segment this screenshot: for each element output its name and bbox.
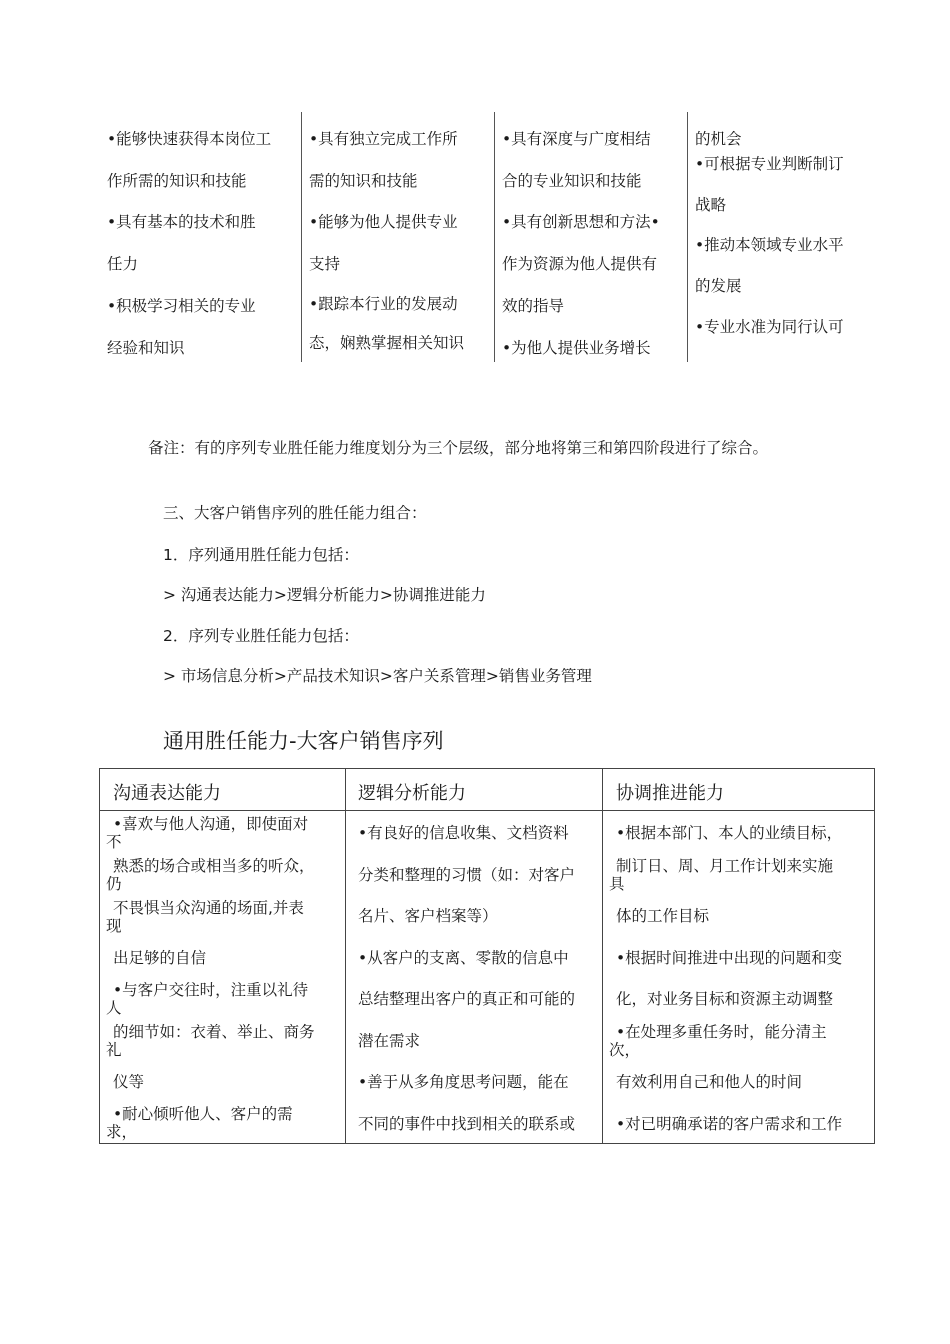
list-item-detail: > 市场信息分析>产品技术知识>客户关系管理>销售业务管理: [163, 667, 592, 685]
column-divider: [602, 769, 603, 1143]
section-heading: 三、大客户销售序列的胜任能力组合：: [163, 504, 427, 522]
cell-line: 体的工作目标: [616, 907, 710, 925]
level-4-line: 战略: [695, 196, 727, 214]
cell-line: 制订日、周、月工作计划来实施: [616, 857, 834, 875]
cell-line: •善于从多角度思考问题，能在: [358, 1073, 569, 1091]
column-divider: [345, 769, 346, 1143]
level-4-line: 的机会: [695, 130, 742, 148]
cell-line: •对已明确承诺的客户需求和工作: [616, 1115, 843, 1133]
cell-line: 有效利用自己和他人的时间: [616, 1073, 803, 1091]
level-4-line: •推动本领域专业水平: [695, 236, 844, 254]
remark-note: 备注：有的序列专业胜任能力维度划分为三个层级，部分地将第三和第四阶段进行了综合。: [148, 439, 769, 457]
list-item: 1．序列通用胜任能力包括：: [163, 546, 359, 564]
cell-line: •喜欢与他人沟通，即使面对: [113, 815, 309, 833]
column-header: 沟通表达能力: [113, 783, 221, 804]
cell-line: 次，: [609, 1041, 641, 1059]
level-4-line: •专业水准为同行认可: [695, 318, 844, 336]
cell-line: •在处理多重任务时，能分清主: [616, 1023, 827, 1041]
level-1-line: •积极学习相关的专业: [107, 297, 256, 315]
cell-line: 不畏惧当众沟通的场面,并表: [113, 899, 304, 917]
cell-line: 仍: [106, 875, 122, 893]
level-1-line: •具有基本的技术和胜: [107, 213, 256, 231]
cell-line: 求，: [106, 1123, 138, 1141]
cell-line: •根据本部门、本人的业绩目标，: [616, 824, 843, 842]
cell-line: 潜在需求: [358, 1032, 421, 1050]
cell-line: 名片、客户档案等）: [358, 907, 498, 925]
level-3-line: •为他人提供业务增长: [502, 339, 651, 357]
cell-line: 具: [609, 875, 625, 893]
cell-line: 熟悉的场合或相当多的听众，: [113, 857, 315, 875]
table-title: 通用胜任能力-大客户销售序列: [163, 729, 444, 753]
level-3-line: •具有创新思想和方法•: [502, 213, 660, 231]
level-2-line: •能够为他人提供专业: [309, 213, 458, 231]
level-4-line: 的发展: [695, 277, 742, 295]
competency-level-table: [100, 112, 880, 362]
cell-line: •与客户交往时，注重以礼待: [113, 981, 309, 999]
level-3-line: 作为资源为他人提供有: [502, 255, 658, 273]
cell-line: •根据时间推进中出现的问题和变: [616, 949, 843, 967]
level-4-line: •可根据专业判断制订: [695, 155, 844, 173]
header-divider: [100, 810, 874, 811]
level-column-2: [301, 112, 495, 362]
level-2-line: 支持: [309, 255, 341, 273]
cell-line: 人: [106, 999, 122, 1017]
level-1-line: 任力: [107, 255, 139, 273]
level-2-line: 需的知识和技能: [309, 172, 418, 190]
level-2-line: 态，娴熟掌握相关知识: [309, 334, 465, 352]
cell-line: 不同的事件中找到相关的联系或: [358, 1115, 576, 1133]
level-3-line: 合的专业知识和技能: [502, 172, 642, 190]
cell-line: •有良好的信息收集、文档资料: [358, 824, 569, 842]
cell-line: 现: [106, 917, 122, 935]
cell-line: •从客户的支离、零散的信息中: [358, 949, 569, 967]
cell-line: •耐心倾听他人、客户的需: [113, 1105, 293, 1123]
cell-line: 不: [106, 833, 122, 851]
list-item-detail: > 沟通表达能力>逻辑分析能力>协调推进能力: [163, 586, 486, 604]
cell-line: 仪等: [113, 1073, 145, 1091]
level-3-line: •具有深度与广度相结: [502, 130, 651, 148]
level-2-line: •具有独立完成工作所: [309, 130, 458, 148]
level-1-line: 作所需的知识和技能: [107, 172, 247, 190]
level-3-line: 效的指导: [502, 297, 565, 315]
cell-line: 分类和整理的习惯（如：对客户: [358, 866, 576, 884]
level-column-4: [687, 112, 881, 362]
column-header: 协调推进能力: [616, 783, 724, 804]
competency-table: [99, 768, 875, 1144]
column-header: 逻辑分析能力: [358, 783, 466, 804]
level-column-1: [100, 112, 300, 362]
cell-line: 化，对业务目标和资源主动调整: [616, 990, 834, 1008]
level-1-line: 经验和知识: [107, 339, 185, 357]
cell-line: 出足够的自信: [113, 949, 207, 967]
cell-line: 的细节如：衣着、举止、商务: [113, 1023, 315, 1041]
level-2-line: •跟踪本行业的发展动: [309, 295, 458, 313]
level-1-line: •能够快速获得本岗位工: [107, 130, 272, 148]
list-item: 2．序列专业胜任能力包括：: [163, 627, 359, 645]
cell-line: 礼: [106, 1041, 122, 1059]
level-column-3: [494, 112, 688, 362]
cell-line: 总结整理出客户的真正和可能的: [358, 990, 576, 1008]
